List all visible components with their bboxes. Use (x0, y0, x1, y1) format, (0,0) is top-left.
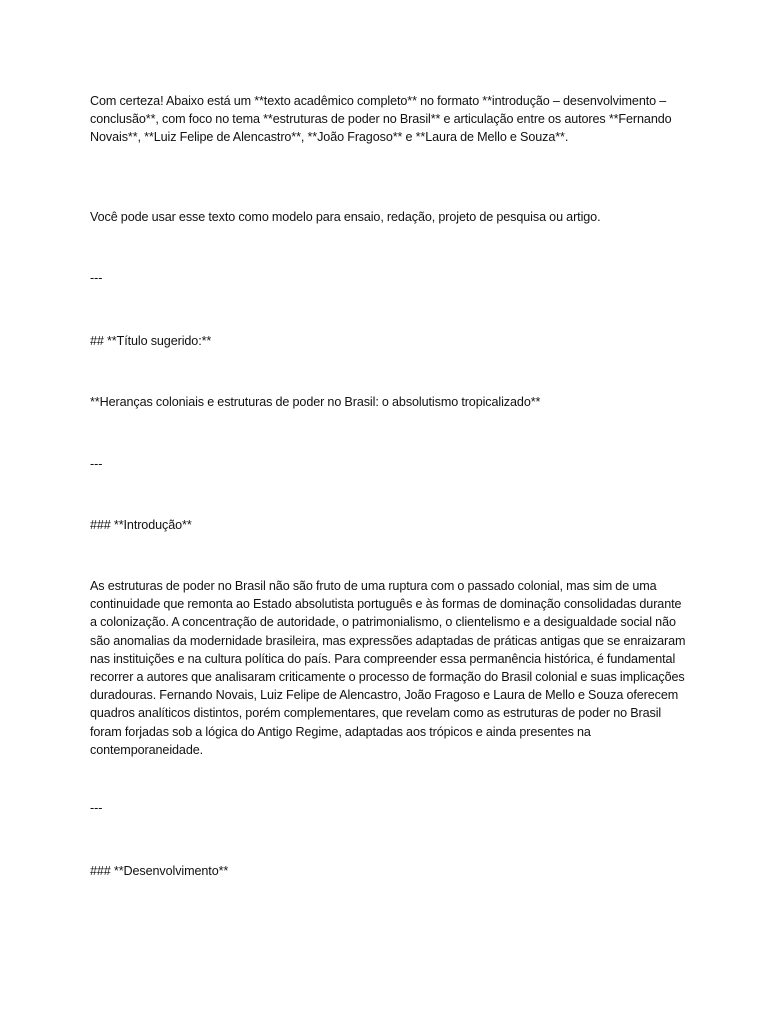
introduction-body: As estruturas de poder no Brasil não são fruto de uma ruptura com o passado colonial, mas sim de uma continuidade que remonta ao Estado absolutista português e às formas de dominação consolidadas durante a colonização. A concentração de autoridade, o patrimonialismo, o clientelismo e a desigualdade social não são anomalias da modernidade brasileira, mas expressões adaptadas de práticas antigas que se enraizaram nas instituições e na cultura política do país. Para compreender essa permanência histórica, é fundamental recorrer a autores que analisaram criticamente o processo de formação do Brasil colonial e suas implicações duradouras. Fernando Novais, Luiz Felipe de Alencastro, João Fragoso e Laura de Mello e Souza oferecem quadros analíticos distintos, porém complementares, que revelam como as estruturas de poder no Brasil foram forjadas sob a lógica do Antigo Regime, adaptadas aos trópicos e ainda presentes na contemporaneidade. (90, 579, 686, 757)
separator-1: --- (90, 271, 103, 285)
title-heading: ## **Título sugerido:** (90, 334, 212, 348)
suggested-title: **Heranças coloniais e estruturas de poder no Brasil: o absolutismo tropicalizado** (90, 395, 541, 409)
separator-3: --- (90, 801, 103, 815)
development-heading: ### **Desenvolvimento** (90, 864, 229, 878)
intro-paragraph: Com certeza! Abaixo está um **texto acadêmico completo** no formato **introdução – desenvolvimento – conclusão**, com foco no tema **estruturas de poder no Brasil** e articulação entre os autores **Fernando Novais**, **Luiz Felipe de Alencastro**, **João Fragoso** e **Laura de Mello e Souza**. (90, 94, 672, 145)
introduction-heading: ### **Introdução** (90, 518, 192, 532)
separator-2: --- (90, 457, 103, 471)
usage-note: Você pode usar esse texto como modelo para ensaio, redação, projeto de pesquisa ou artigo. (90, 210, 601, 224)
